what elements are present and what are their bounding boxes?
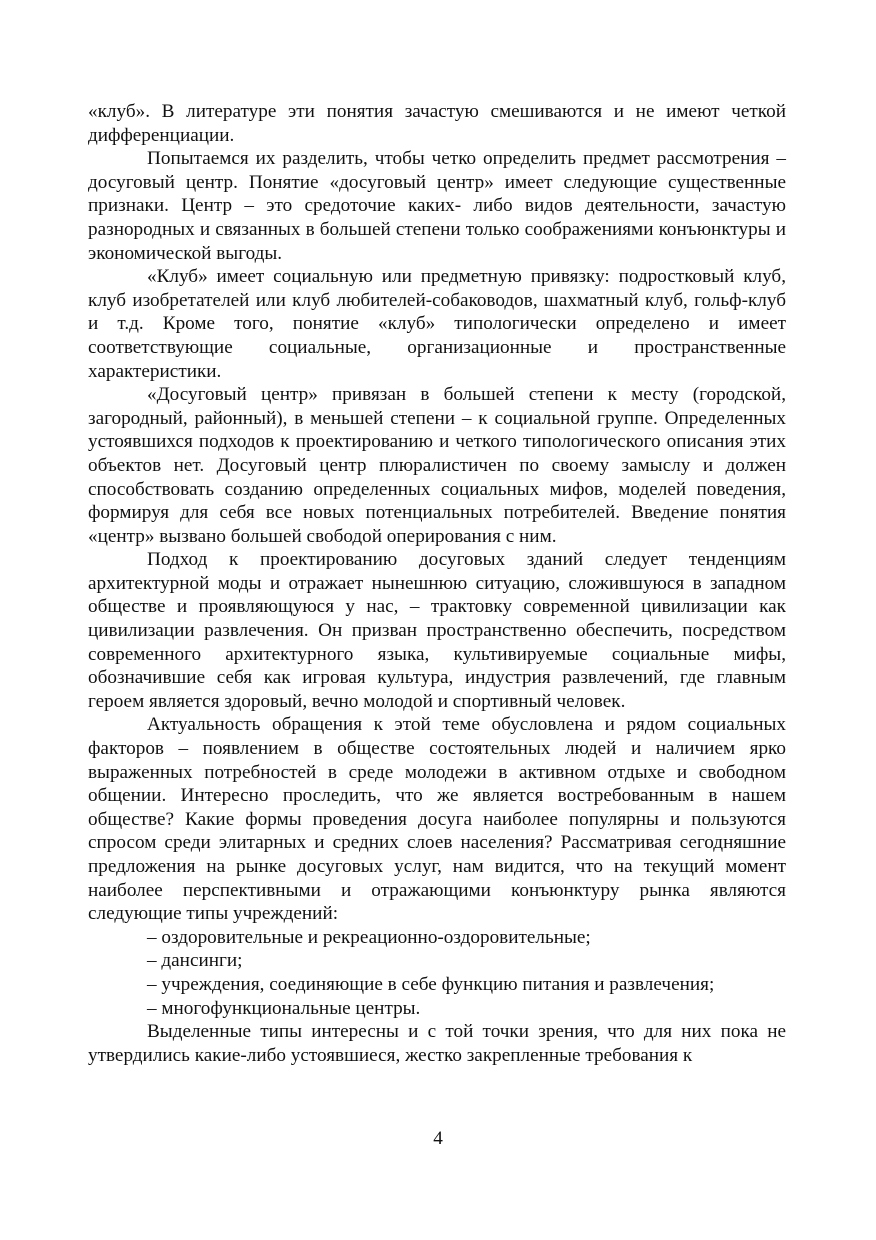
page-number: 4 (433, 1128, 443, 1149)
paragraph: «Досуговый центр» привязан в большей степени к месту (городской, загородный, районный), в меньшей степени – к социальной группе. Определенных устоявшихся подходов к проектированию и четкого типологического описания этих объектов нет. Досуговый центр плюралистичен по своему замыслу и должен способствовать созданию определенных социальных мифов, моделей поведения, формируя для себя все новых потенциальных потребителей. Введение понятия «центр» вызвано большей свободой оперирования с ним. (88, 384, 786, 547)
institution-types-list (88, 926, 786, 1020)
paragraph-closing: Выделенные типы интересны и с той точки зрения, что для них пока не утвердились какие-либо устоявшиеся, жестко закрепленные требования к (88, 1021, 786, 1066)
paragraph: Попытаемся их разделить, чтобы четко определить предмет рассмотрения – досуговый центр. Понятие «досуговый центр» имеет следующие существенные признаки. Центр – это средоточие каких- либо видов деятельности, зачастую разнородных и связанных в большей степени только соображениями конъюнктуры и экономической выгоды. (88, 148, 786, 264)
paragraph: Подход к проектированию досуговых зданий следует тенденциям архитектурной моды и отражает нынешнюю ситуацию, сложившуюся в западном обществе и проявляющуюся у нас, – трактовку современной цивилизации как цивилизации развлечения. Он призван пространственно обеспечить, посредством современного архитектурного языка, культивируемые социальные мифы, обозначившие себя как игровая культура, индустрия развлечений, где главным героем является здоровый, вечно молодой и спортивный человек. (88, 549, 786, 712)
paragraph-continuation: «клуб». В литературе эти понятия зачастую смешиваются и не имеют четкой дифференциации. (88, 101, 786, 146)
paragraph: «Клуб» имеет социальную или предметную привязку: подростковый клуб, клуб изобретателей или клуб любителей-собаководов, шахматный клуб, гольф-клуб и т.д. Кроме того, понятие «клуб» типологически определено и имеет соответствующие социальные, организационные и пространственные характеристики. (88, 266, 786, 382)
list-item: – оздоровительные и рекреационно-оздоровительные; (147, 926, 591, 948)
list-item: – учреждения, соединяющие в себе функцию питания и развлечения; (147, 973, 715, 995)
list-item: – дансинги; (147, 950, 243, 972)
document-page (88, 100, 786, 1067)
paragraph: Актуальность обращения к этой теме обусловлена и рядом социальных факторов – появлением в обществе состоятельных людей и наличием ярко выраженных потребностей в среде молодежи в активном отдыхе и свободном общении. Интересно проследить, что же является востребованным в нашем обществе? Какие формы проведения досуга наиболее популярны и пользуются спросом среди элитарных и средних слоев населения? Рассматривая сегодняшние предложения на рынке досуговых услуг, нам видится, что на текущий момент наиболее перспективными и отражающими конъюнктуру рынка являются следующие типы учреждений: (88, 714, 786, 925)
list-item: – многофункциональные центры. (147, 997, 421, 1019)
